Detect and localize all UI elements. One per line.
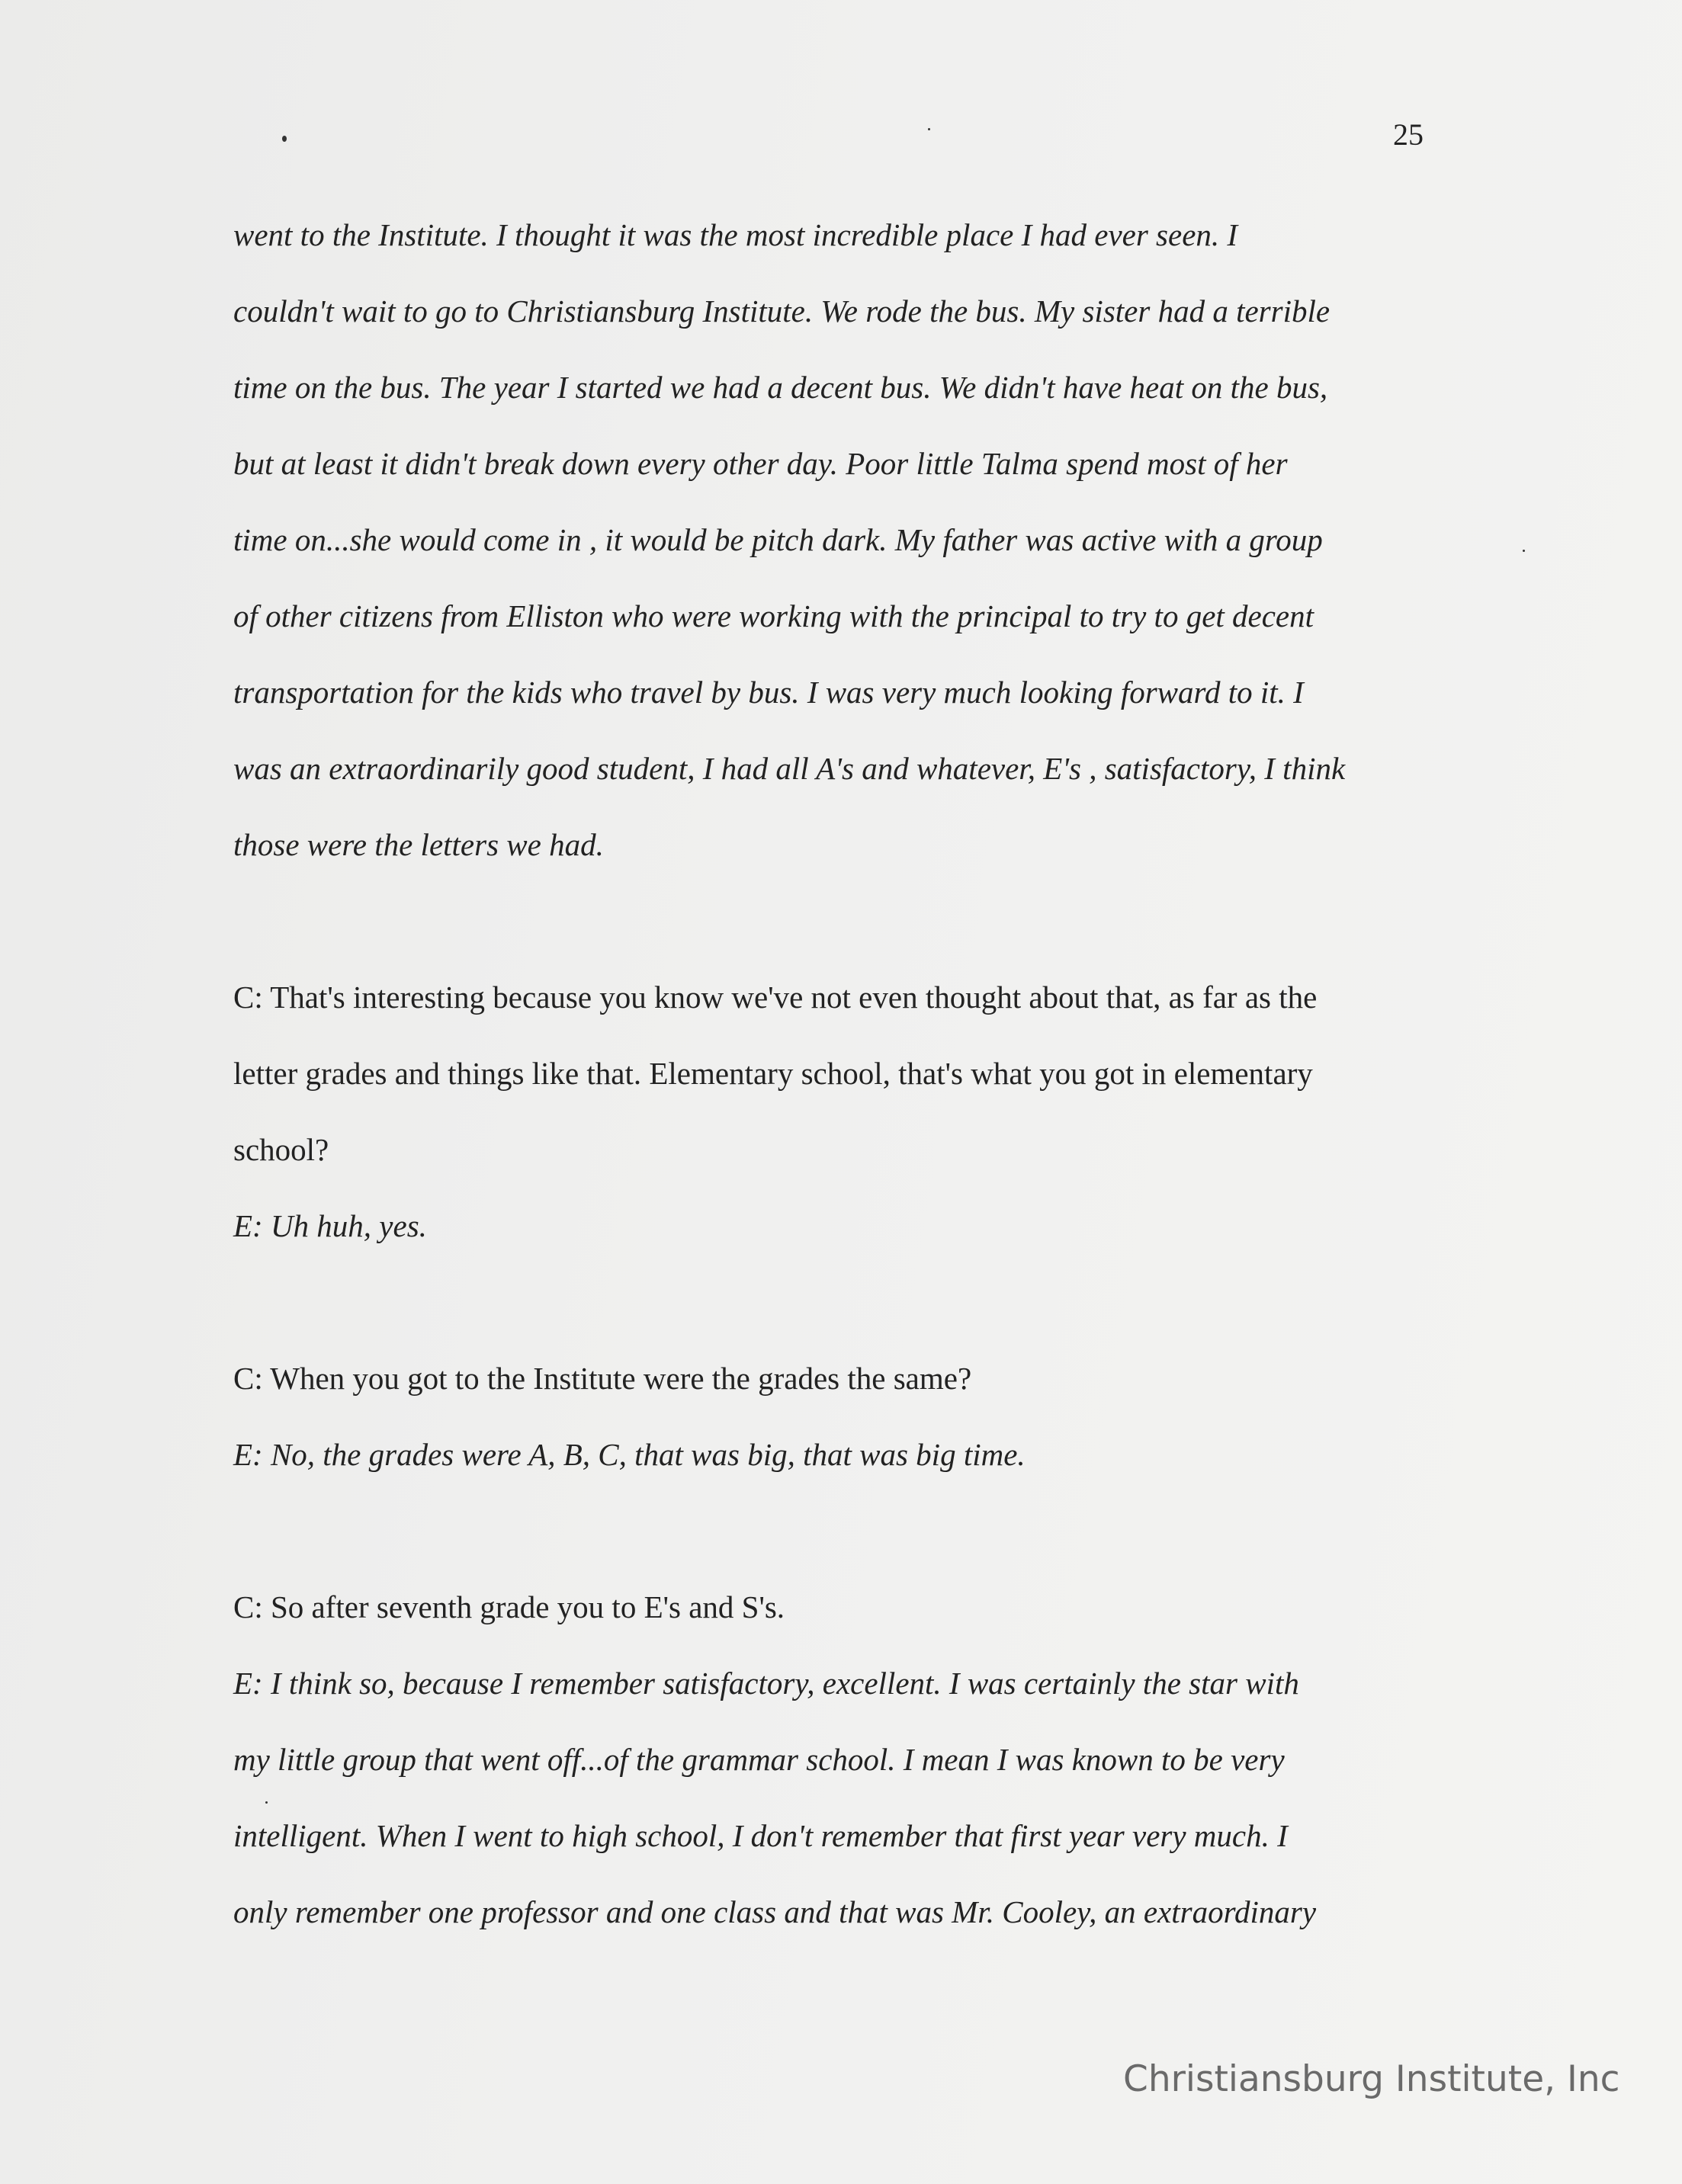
transcript-line: C: So after seventh grade you to E's and S's. (233, 1589, 785, 1624)
scan-speck (1523, 550, 1525, 552)
transcript-line: was an extraordinarily good student, I had all A's and whatever, E's , satisfactory, I think (233, 751, 1346, 786)
watermark: Christiansburg Institute, Inc (1123, 2058, 1620, 2100)
transcript-line: went to the Institute. I thought it was the most incredible place I had ever seen. I (233, 217, 1238, 252)
transcript-line: of other citizens from Elliston who were working with the principal to try to get decent (233, 598, 1314, 633)
transcript-line: my little group that went off...of the grammar school. I mean I was known to be very (233, 1742, 1285, 1777)
transcript-line: couldn't wait to go to Christiansburg Institute. We rode the bus. My sister had a terrible (233, 293, 1331, 329)
transcript-line: school? (233, 1132, 329, 1167)
transcript-line: C: That's interesting because you know we've not even thought about that, as far as the (233, 980, 1318, 1015)
scan-speck (282, 136, 287, 142)
transcript-line: only remember one professor and one class and that was Mr. Cooley, an extraordinary (233, 1894, 1317, 1929)
transcript-line: E: Uh huh, yes. (233, 1208, 427, 1243)
scan-speck (928, 128, 930, 130)
transcript-line: E: No, the grades were A, B, C, that was big, that was big time. (233, 1437, 1026, 1472)
transcript-line: E: I think so, because I remember satisfactory, excellent. I was certainly the star with (233, 1666, 1299, 1701)
transcript-line: but at least it didn't break down every other day. Poor little Talma spend most of her (233, 446, 1288, 481)
transcript-line: C: When you got to the Institute were the grades the same? (233, 1361, 972, 1396)
transcript-line: intelligent. When I went to high school, I don't remember that first year very much. I (233, 1818, 1288, 1853)
transcript-line: transportation for the kids who travel by bus. I was very much looking forward to it. I (233, 675, 1304, 710)
transcript-line: time on...she would come in , it would be pitch dark. My father was active with a group (233, 522, 1323, 557)
page-number: 25 (1393, 117, 1424, 152)
transcript-line: those were the letters we had. (233, 827, 604, 862)
scan-speck (265, 1801, 268, 1804)
transcript-line: letter grades and things like that. Elementary school, that's what you got in elementary (233, 1056, 1313, 1091)
transcript-line: time on the bus. The year I started we had a decent bus. We didn't have heat on the bus, (233, 370, 1328, 405)
